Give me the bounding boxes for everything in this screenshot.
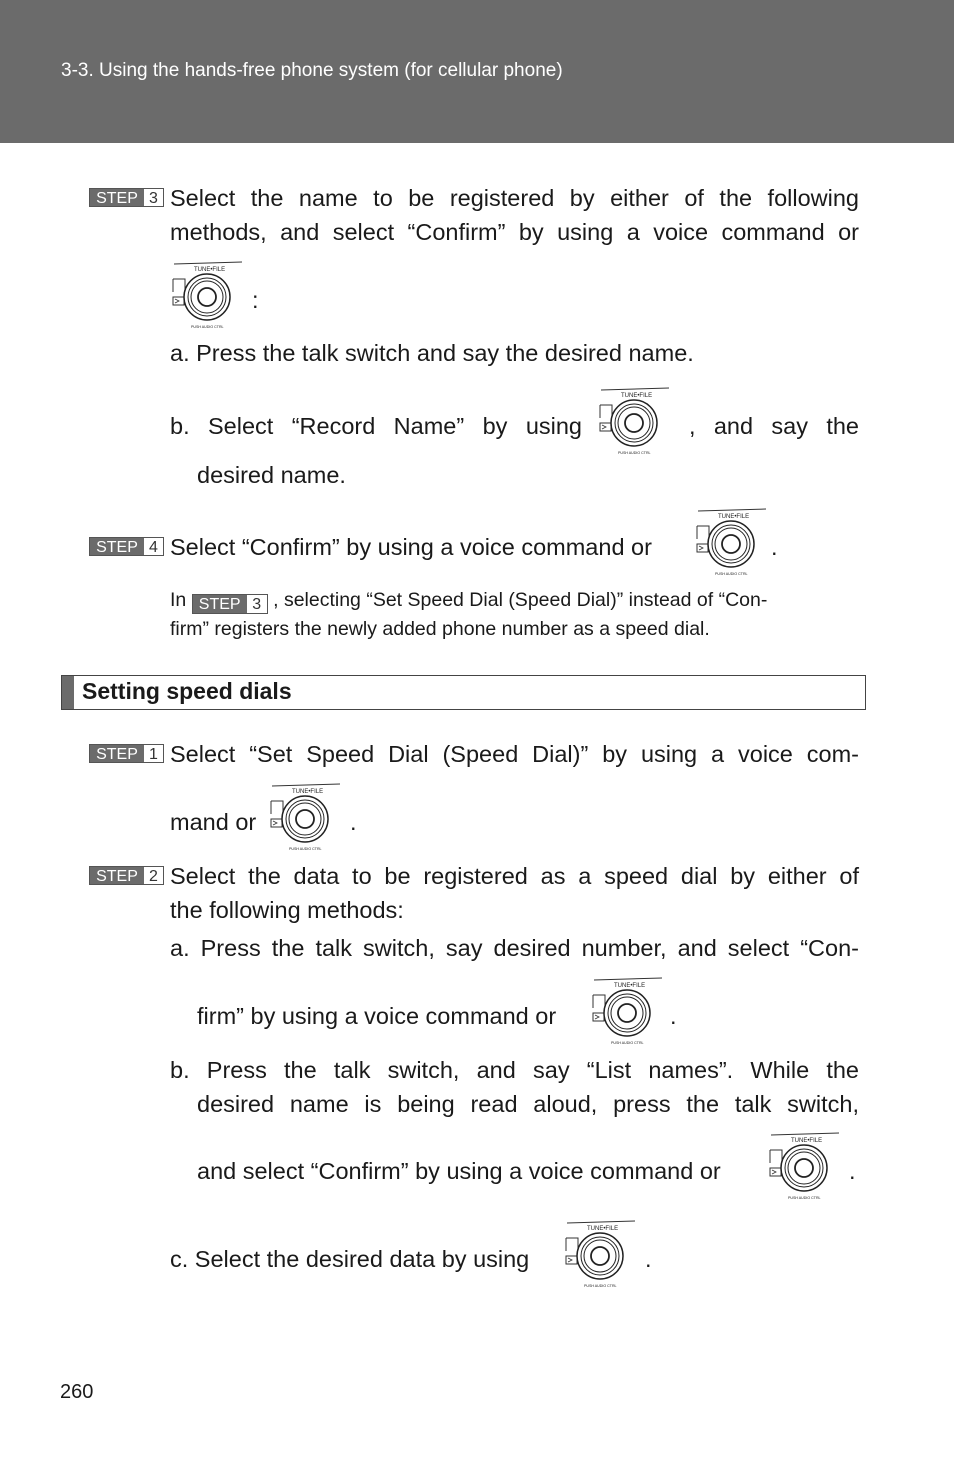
step-badge-label: STEP [90, 538, 144, 555]
tune-file-knob-icon [590, 977, 664, 1047]
section-header [61, 675, 866, 710]
step3-option-a: a. Press the talk switch and say the desired name. [170, 340, 694, 366]
tune-file-knob-icon [170, 261, 244, 331]
tune-file-knob-icon [597, 387, 671, 457]
step-badge-number: 4 [144, 538, 163, 555]
step3-option-b-line2: desired name. [197, 462, 346, 488]
step1-period: . [350, 809, 357, 835]
step3-option-b-suffix: , and say the [689, 413, 859, 439]
step-badge-number: 1 [144, 745, 163, 762]
step-badge-3 [89, 188, 164, 207]
tune-file-knob-icon [767, 1132, 841, 1202]
step2-option-c: c. Select the desired data by using [170, 1246, 530, 1272]
note-line2: firm” registers the newly added phone number as a speed dial. [170, 618, 710, 640]
step2-option-b-period: . [849, 1158, 856, 1184]
step3-line1: Select the name to be registered by either of the following [170, 185, 859, 211]
header-title: 3-3. Using the hands-free phone system (for cellular phone) [61, 60, 563, 81]
step-badge-label: STEP [90, 189, 144, 206]
step2-option-a-line1: a. Press the talk switch, say desired number, and select “Con- [170, 935, 859, 961]
note-line1-rest: , selecting “Set Speed Dial (Speed Dial)” instead of “Con- [273, 589, 768, 611]
step3-option-b: b. Select “Record Name” by using [170, 413, 582, 439]
step-badge-4 [89, 537, 164, 556]
step2-option-b-line3: and select “Confirm” by using a voice command or [197, 1158, 721, 1184]
step2-option-b-line1: b. Press the talk switch, and say “List names”. While the [170, 1057, 859, 1083]
page-number: 260 [60, 1381, 94, 1403]
section-accent [62, 676, 74, 709]
step1-line1: Select “Set Speed Dial (Speed Dial)” by using a voice com- [170, 741, 859, 767]
step-badge-1 [89, 744, 164, 763]
step-badge-label: STEP [90, 867, 144, 884]
note-line1 [170, 586, 859, 615]
tune-file-knob-icon [694, 508, 768, 578]
step-badge-number: 2 [144, 867, 163, 884]
step4-period: . [771, 534, 778, 560]
tune-file-knob-icon [268, 783, 342, 853]
step4-text: Select “Confirm” by using a voice command or [170, 534, 652, 560]
step2-line1: Select the data to be registered as a speed dial by either of [170, 863, 859, 889]
inline-step-badge-3 [192, 594, 268, 614]
step-badge-number: 3 [247, 595, 267, 613]
step2-option-a-line2: firm” by using a voice command or [197, 1003, 557, 1029]
note-in: In [170, 589, 187, 611]
step2-option-c-period: . [645, 1246, 652, 1272]
step-badge-label: STEP [193, 595, 247, 613]
page-header [0, 0, 954, 143]
tune-file-knob-icon [563, 1220, 637, 1290]
step2-option-b-line2: desired name is being read aloud, press the talk switch, [197, 1091, 859, 1117]
step1-line2: mand or [170, 809, 257, 835]
section-title: Setting speed dials [82, 678, 292, 704]
step2-option-a-period: . [670, 1003, 677, 1029]
step-badge-number: 3 [144, 189, 163, 206]
step3-colon: : [252, 287, 259, 313]
step-badge-label: STEP [90, 745, 144, 762]
step2-line2: the following methods: [170, 897, 404, 923]
step3-line2: methods, and select “Confirm” by using a voice command or [170, 219, 859, 245]
step-badge-2 [89, 866, 164, 885]
